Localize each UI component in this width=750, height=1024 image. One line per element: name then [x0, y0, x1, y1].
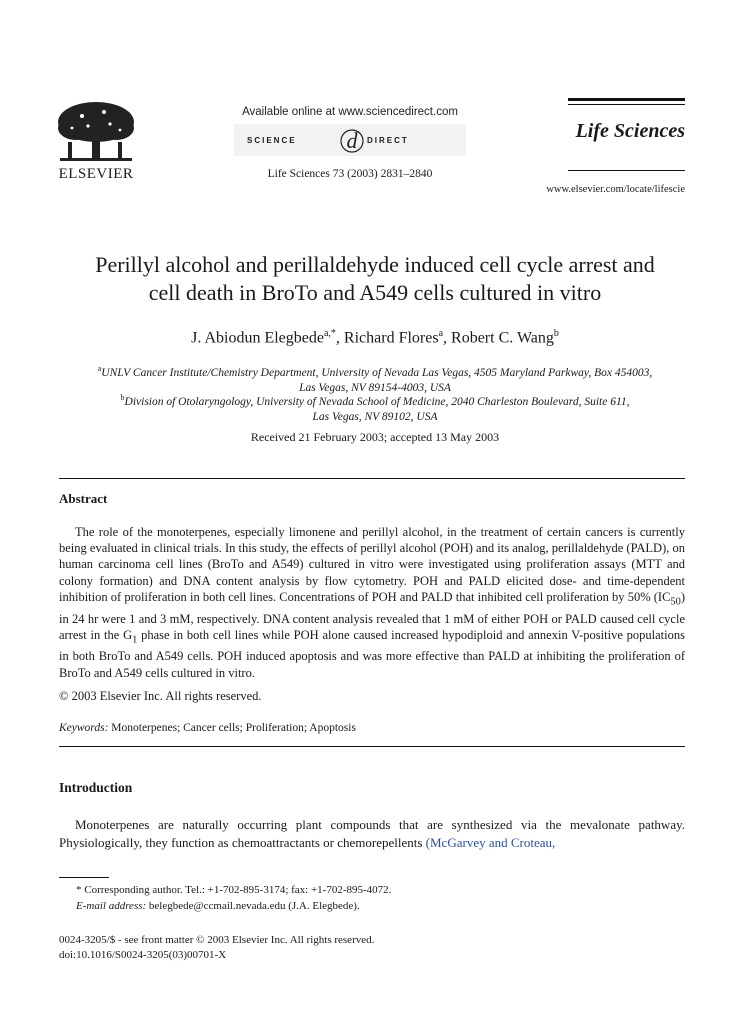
sciencedirect-right-word: DIRECT [367, 136, 409, 145]
email-label: E-mail address: [76, 900, 147, 912]
citation-link[interactable]: (McGarvey and Croteau, [425, 835, 556, 850]
introduction-paragraph: Monoterpenes are naturally occurring plant compounds that are synthesized via the mevalonate pathway. Physiologically, they function as chemoattractants or chemorepellents [59, 817, 685, 850]
author-affiliation-mark[interactable]: b [553, 328, 559, 339]
title-line-1: Perillyl alcohol and perillaldehyde induced cell cycle arrest and [95, 252, 655, 277]
author-affiliation-mark[interactable]: a,* [323, 328, 336, 339]
abstract-text-part: The role of the monoterpenes, especially limonene and perillyl alcohol, in the treatment of certain cancers is currently being evaluated in clinical trials. In this study, the effects of perillyl alcohol (POH) and its analog, perillaldehyde (PALD), on human carcinoma cell lines (BroTo and A549) cultured in vitro were investigated using proliferation assays (MTT and colony formation) and DNA content analysis by flow cytometry. POH and PALD elicited dose- and time-dependent inhibition of proliferation in both cell lines. Concentrations of POH and PALD that inhibited cell proliferation by 50% (IC [59, 525, 685, 604]
journal-reference: Life Sciences 73 (2003) 2831–2840 [267, 168, 433, 180]
author-name: Richard Flores [343, 329, 439, 347]
affiliation-line: Division of Otolaryngology, University of Nevada School of Medicine, 2040 Charleston Boulevard, Suite 611, [124, 395, 630, 408]
keywords-label: Keywords: [59, 722, 109, 734]
affiliation-mark: a [97, 364, 102, 373]
email-note [76, 900, 360, 912]
received-dates: Received 21 February 2003; accepted 13 May 2003 [250, 430, 500, 444]
email-address[interactable]: belegbede@ccmail.nevada.edu (J.A. Elegbede). [146, 900, 360, 912]
keywords [59, 722, 356, 734]
journal-url-link[interactable]: www.elsevier.com/locate/lifescie [546, 184, 685, 195]
affiliation-line: UNLV Cancer Institute/Chemistry Department, University of Nevada Las Vegas, 4505 Maryland Parkway, Box 454003, [101, 366, 653, 379]
affiliation-mark: b [120, 393, 125, 402]
affiliation-line: Las Vegas, NV 89102, USA [312, 410, 438, 423]
divider [59, 746, 685, 747]
divider [59, 478, 685, 479]
introduction-text [59, 816, 685, 852]
journal-name: Life Sciences [575, 120, 685, 142]
introduction-heading: Introduction [59, 780, 133, 795]
publisher-name: ELSEVIER [58, 166, 134, 182]
abstract-heading: Abstract [59, 491, 108, 506]
header-rule-thin [568, 104, 685, 105]
sciencedirect-mark: d [346, 128, 358, 153]
doi-link[interactable]: doi:10.1016/S0024-3205(03)00701-X [59, 949, 227, 961]
g1-subscript: 1 [132, 634, 138, 646]
corresponding-author-note: * Corresponding author. Tel.: +1-702-895-3174; fax: +1-702-895-4072. [76, 884, 392, 896]
available-online-text[interactable]: Available online at www.sciencedirect.com [242, 106, 458, 118]
author-list: J. Abiodun Elegbede$^{a,*}$, Richard Flores$^a$, Robert C. Wang$^b$ [191, 328, 559, 347]
header-rule-bottom [568, 170, 685, 171]
keywords-list: Monoterpenes; Cancer cells; Proliferation; Apoptosis [108, 722, 356, 734]
footnote-rule [59, 877, 109, 878]
header-rule-thick [568, 98, 685, 101]
article-title [40, 251, 710, 307]
author-name: Robert C. Wang [451, 329, 554, 347]
abstract-text-part: ) in 24 hr were 1 and 3 mM, respectively. DNA content analysis revealed that 1 mM of either POH or PALD caused cell cycle arrest in the G [59, 589, 685, 642]
affiliation-line: Las Vegas, NV 89154-4003, USA [299, 381, 451, 394]
copyright-notice: © 2003 Elsevier Inc. All rights reserved. [59, 689, 262, 703]
affiliation-b [40, 390, 710, 425]
sciencedirect-left-word: SCIENCE [247, 136, 297, 145]
ic50-subscript: 50 [670, 596, 681, 608]
issn-line: 0024-3205/$ - see front matter © 2003 Elsevier Inc. All rights reserved. [59, 934, 375, 946]
author-name: J. Abiodun Elegbede [191, 329, 324, 347]
abstract-text [59, 524, 685, 681]
title-line-2: cell death in BroTo and A549 cells cultured in vitro [148, 280, 602, 305]
abstract-text-part: phase in both cell lines while POH alone caused increased hypodiploid and annexin V-positive populations in both BroTo and A549 cells. POH induced apoptosis and was more effective than PALD at inhibiting the proliferation of BroTo and A549 cells cultured in vitro. [59, 627, 685, 680]
author-affiliation-mark[interactable]: a [438, 328, 444, 339]
